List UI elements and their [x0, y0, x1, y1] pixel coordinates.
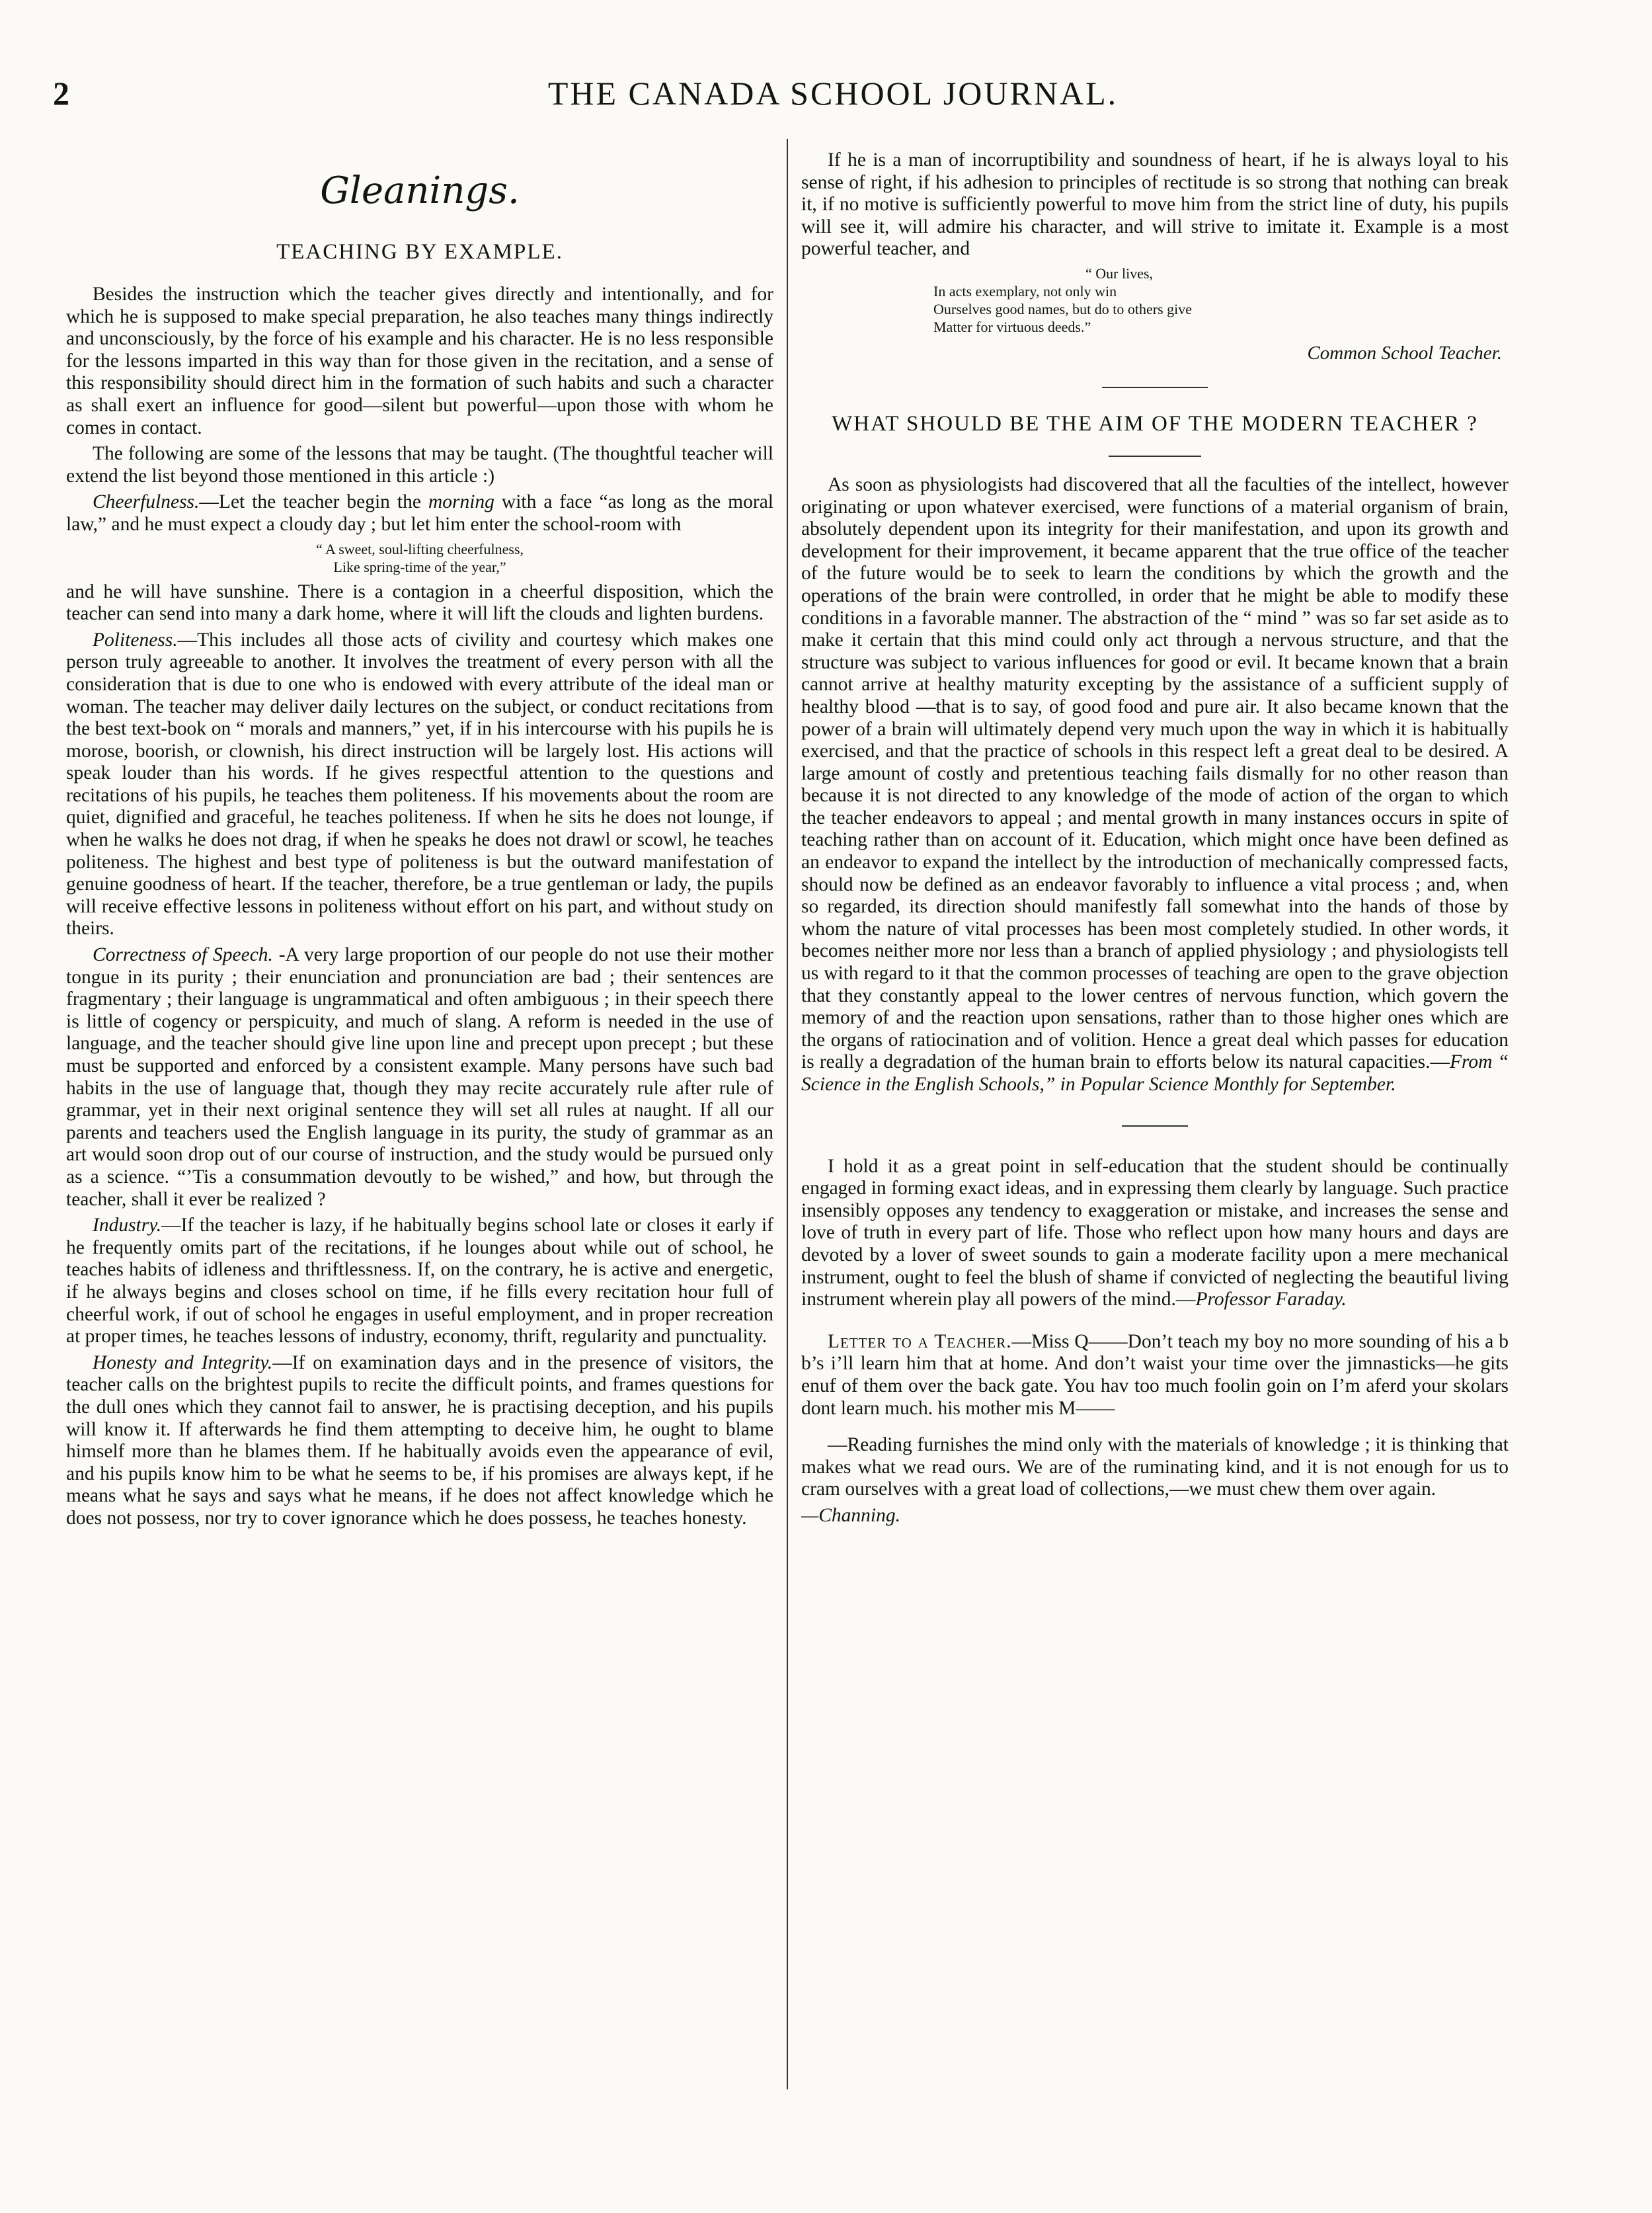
column-divider — [787, 139, 788, 2089]
right-column — [801, 132, 1509, 2169]
run-in-heading: Honesty and Integrity. — [93, 1351, 273, 1373]
source-citation: From “ Science in the English Schools,” in Popular Science Monthly for September. — [801, 1051, 1509, 1095]
paragraph-letter: Letter to a Teacher.—Miss Q——Don’t teach my boy no more sounding of his a b b’s i’ll learn him that at home. And don’t waist your time over the jimnasticks—he gits enuf of them over the back gate. You hav too much foolin goin on I’m aferd your skolars dont learn much. his mother mis M—— — [801, 1330, 1509, 1419]
divider-rule — [1102, 387, 1208, 388]
header-dashes — [801, 132, 1509, 143]
left-column — [66, 132, 773, 2169]
attribution: Professor Faraday. — [1195, 1289, 1347, 1310]
attribution: —Channing. — [801, 1504, 900, 1526]
article-title: WHAT SHOULD BE THE AIM OF THE MODERN TEACHER ? — [832, 411, 1478, 436]
run-in-heading: Cheerfulness. — [93, 491, 200, 513]
poem-quote: “ A sweet, soul-lifting cheerfulness, Like spring-time of the year,” — [315, 540, 524, 575]
paragraph-cheerfulness: Cheerfulness.—Let the teacher begin the morning with a face “as long as the moral law,” and he must expect a cloudy day ; but let him enter the school-room with — [66, 491, 773, 535]
page-header — [53, 74, 1613, 120]
section-title: Gleanings. — [320, 169, 520, 212]
paragraph: If he is a man of incorruptibility and soundness of heart, if he is always loyal to his sense of right, if his adhesion to principles of rectitude is so strong that nothing can break it, if no motive is sufficiently powerful to move him from the strict line of duty, his pupils will see it, will admire his character, and will strive to imitate it. Example is a most powerful teacher, and — [801, 149, 1509, 260]
journal-title: THE CANADA SCHOOL JOURNAL. — [547, 75, 1119, 112]
divider-rule — [1122, 1125, 1188, 1127]
paragraph-speech: Correctness of Speech. -A very large proportion of our people do not use their mother tongue in its purity ; their enunciation and pronunciation are bad ; their sentences are fragmentary ; their language is ungrammatical and often ambiguous ; in their speech there is little of cogency or perspicuity, and much of slang. A reform is needed in the use of language, and the teacher should give line upon line and precept upon precept ; but these must be supported and enforced by a consistent example. Many persons have such bad habits in the use of language that, though they may recite accurately rule after rule of grammar, yet in their next original sentence they will set all rules at naught. If all our parents and teachers used the English language in its purity, the study of grammar as an art would soon drop out of our course of instruction, and the study would be pursued only as a science. “’Tis a consummation devoutly to be wished,” and how, but through the teacher, shall it ever be realized ? — [66, 944, 773, 1210]
paragraph: and he will have sunshine. There is a contagion in a cheerful disposition, which the teacher can send into many a dark home, where it will lift the clouds and lighten burdens. — [66, 581, 773, 625]
attribution: Common School Teacher. — [1307, 342, 1502, 364]
paragraph-honesty: Honesty and Integrity.—If on examination days and in the presence of visitors, the teacher calls on the brightest pupils to recite the difficult points, and frames questions for the dull ones which they cannot fail to answer, he is practising deception, and his pupils will know it. If afterwards he find them attempting to deceive him, he ought to blame himself more than he blames them. If he habitually avoids even the appearance of evil, and his pupils know him to be what he seems to be, if his promises are always kept, if he means what he says and says what he means, if he does not affect knowledge which he does not possess, nor try to cover ignorance which he does possess, he teaches honesty. — [66, 1351, 773, 1529]
header-dashes — [66, 132, 773, 143]
page-number: 2 — [53, 75, 69, 112]
poem-quote: “ Our lives, In acts exemplary, not only win Ourselves good names, but do to others give Matter for virtuous deeds.” — [933, 264, 1193, 335]
paragraph-reading: —Reading furnishes the mind only with the materials of knowledge ; it is thinking that makes what we read ours. We are of the ruminating kind, and it is not enough for us to cram ourselves with a great load of collections,—we must chew them over again. — [801, 1434, 1509, 1500]
divider-rule — [1109, 456, 1201, 457]
article-title: TEACHING BY EXAMPLE. — [276, 240, 563, 264]
paragraph-faraday: I hold it as a great point in self-education that the student should be continually engaged in forming exact ideas, and in expressing them clearly by language. Such practice insensibly opposes any tendency to exaggeration or mistake, and increases the sense and love of truth in every part of life. Those who reflect upon how many hours and days are devoted by a lover of sweet sounds to gain a moderate facility upon a mere mechanical instrument, ought to feel the blush of shame if convicted of neglecting the beautiful living instrument wherein play all powers of the mind.—Professor Faraday. — [801, 1155, 1509, 1310]
paragraph-industry: Industry.—If the teacher is lazy, if he habitually begins school late or closes it early if he frequently omits part of the recitations, if he lounges about while out of school, he teaches habits of idleness and thriftlessness. If, on the contrary, he is active and energetic, if he always begins and closes school on time, if he fills every recitation hour full of cheerful work, if out of school he engages in useful employment, and in proper recreation at proper times, he teaches lessons of industry, economy, thrift, regularity and punctuality. — [66, 1215, 773, 1348]
paragraph: The following are some of the lessons that may be taught. (The thoughtful teacher will extend the list beyond those mentioned in this article :) — [66, 443, 773, 487]
run-in-heading: Letter to a Teacher. — [828, 1330, 1012, 1352]
run-in-heading: Correctness of Speech. — [93, 944, 273, 966]
paragraph-aim: As soon as physiologists had discovered that all the faculties of the intellect, however originating or upon whatever exercised, were functions of a material organism of brain, absolutely dependent upon its integrity for their manifestation, and upon its growth and development for their improvement, it became apparent that the true office of the teacher of the future would be to seek to learn the conditions by which the growth and the operations of the brain were controlled, in order that he might be able to modify these conditions in a favorable manner. The abstraction of the “ mind ” was so far set aside as to make it certain that this mind could only act through a nervous structure, and that the structure was subject to various influences for good or evil. It became known that a brain cannot arrive at healthy maturity excepting by the assistance of a sufficient supply of healthy blood —that is to say, of good food and pure air. It also became known that the power of a brain will ultimately depend very much upon the way in which it is habitually exercised, and that the practice of schools in this respect left a great deal to be desired. A large amount of costly and pretentious teaching fails dismally for no other reason than because it is not directed to any knowledge of the mode of action of the organ to which the teacher endeavors to appeal ; and mental growth in many instances occurs in spite of teaching rather than on account of it. Education, which might once have been defined as an endeavor to expand the intellect by the introduction of mechanically compressed facts, should now be defined as an endeavor favorably to influence a vital process ; and, when so regarded, its direction should manifestly fall somewhat into the hands of those by whom the nature of vital processes has been most completely studied. In other words, it becomes neither more nor less than a branch of applied physiology ; and physiologists tell us with regard to it that the common processes of teaching are open to the grave objection that they constantly appeal to the lower centres of nervous function, which govern the memory of and the reaction upon sensations, rather than to those higher ones which are the organs of ratiocination and of volition. Hence a great deal which passes for education is really a degradation of the human brain to efforts below its natural capacities.—From “ Science in the English Schools,” in Popular Science Monthly for September. — [801, 473, 1509, 1095]
paragraph-politeness: Politeness.—This includes all those acts of civility and courtesy which makes one person truly agreeable to another. It involves the treatment of every person with all the consideration that is due to one who is endowed with every attribute of the ideal man or woman. The teacher may deliver daily lectures on the subject, or conduct recitations from the best text-book on “ morals and manners,” yet, if in his intercourse with his pupils he is morose, boorish, or clownish, his direct instruction will be largely lost. His actions will speak louder than his words. If he gives respectful attention to the questions and recitations of his pupils, he teaches them politeness. If his movements about the room are quiet, dignified and graceful, he teaches politeness. If when he sits he does not lounge, if when he walks he does not drag, if when he speaks he does not drawl or scowl, he teaches politeness. The highest and best type of politeness is but the outward manifestation of genuine goodness of heart. If the teacher, therefore, be a true gentleman or lady, the pupils will receive effective lessons in politeness without effort on his part, and without study on theirs. — [66, 629, 773, 940]
run-in-heading: Politeness. — [93, 629, 178, 651]
paragraph: Besides the instruction which the teacher gives directly and intentionally, and for which he is supposed to make special preparation, he also teaches many things indirectly and unconsciously, by the force of his example and his character. He is no less responsible for the lessons imparted in this way than for those given in the recitation, and a sense of this responsibility should direct him in the formation of such habits and such a character as shall exert an influence for good—silent but powerful—upon those with whom he comes in contact. — [66, 284, 773, 438]
run-in-heading: Industry. — [93, 1215, 162, 1236]
